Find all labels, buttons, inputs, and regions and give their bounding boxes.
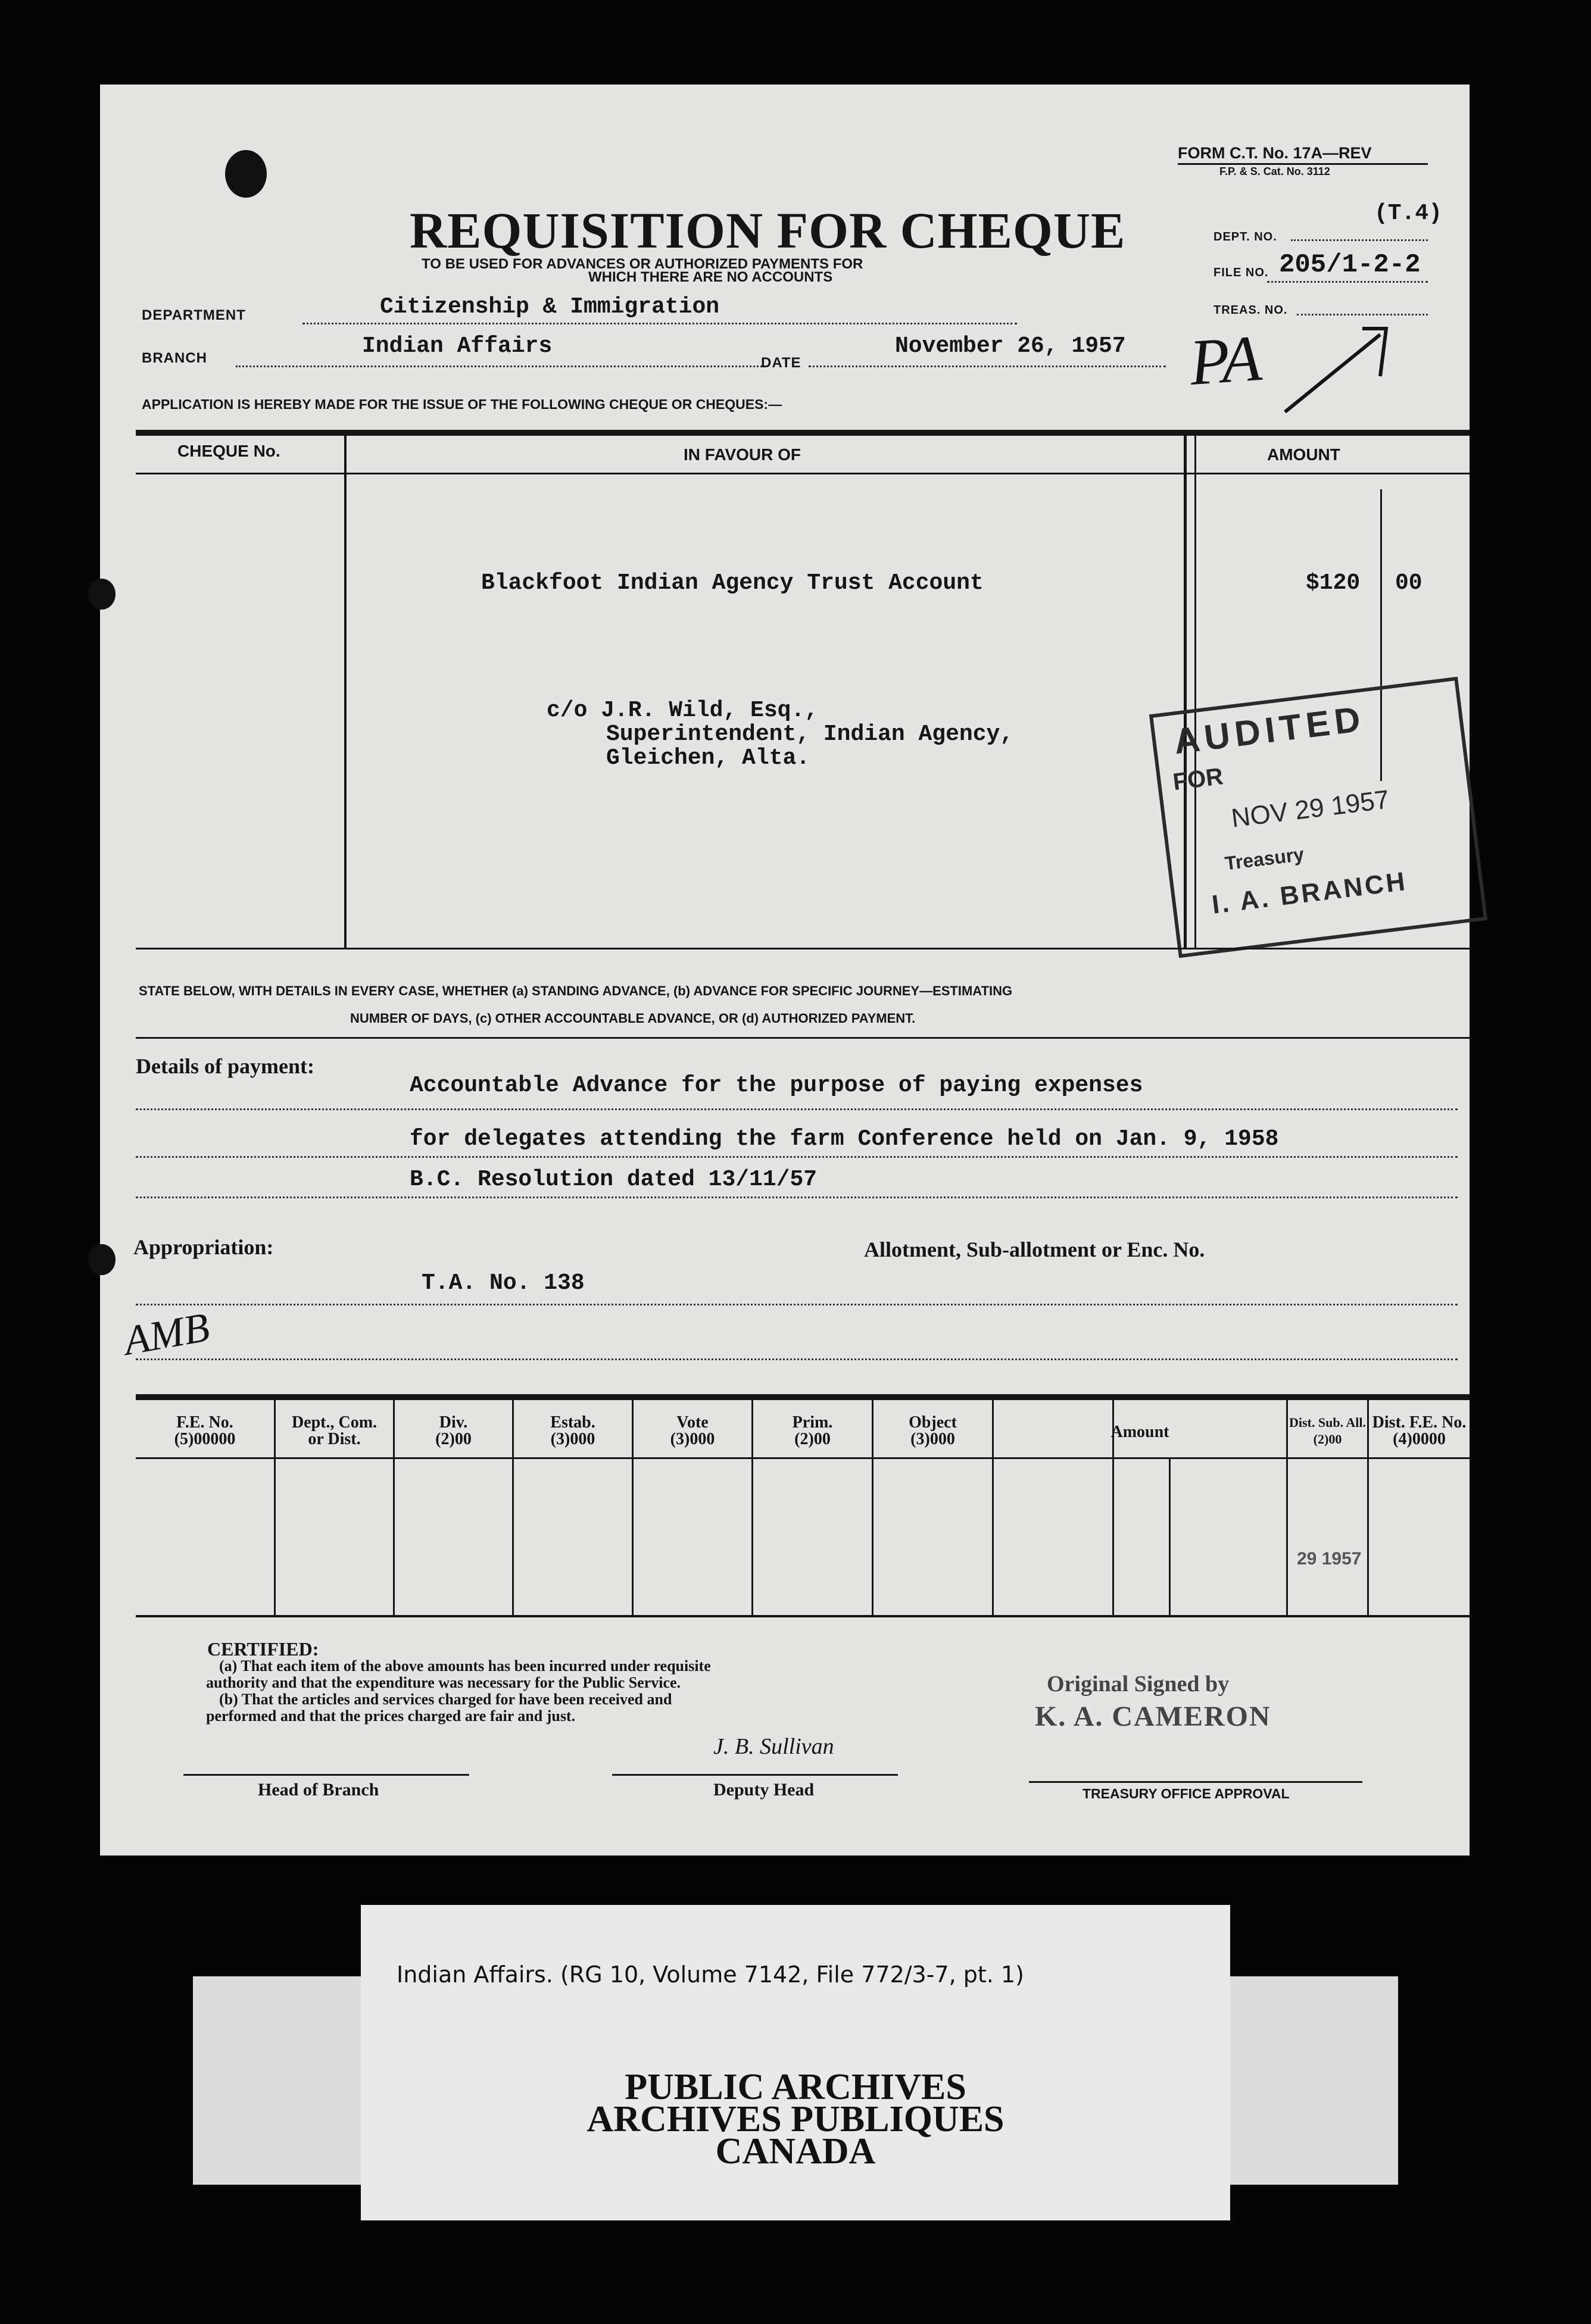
allotment-label: Allotment, Sub-allotment or Enc. No.: [864, 1238, 1205, 1261]
archive-reference: Indian Affairs. (RG 10, Volume 7142, File 772/3-7, pt. 1): [397, 1961, 1024, 1988]
original-signed-text: Original Signed by: [1047, 1672, 1230, 1697]
archive-title-line3: CANADA: [715, 2131, 876, 2172]
amount-dollars: $120: [1306, 570, 1361, 596]
col-header-in-favour-of: IN FAVOUR OF: [684, 445, 801, 464]
state-below-line2: NUMBER OF DAYS, (c) OTHER ACCOUNTABLE ADVANCE, OR (d) AUTHORIZED PAYMENT.: [350, 1011, 916, 1026]
address-line3: Gleichen, Alta.: [606, 745, 810, 771]
head-of-branch-label: Head of Branch: [258, 1780, 379, 1800]
checkmark-icon: [1279, 311, 1398, 430]
subtitle-line1: TO BE USED FOR ADVANCES OR AUTHORIZED PAYMENTS FOR: [422, 256, 863, 272]
handwritten-initials: PA: [1187, 321, 1264, 399]
audit-stamp: [1149, 677, 1487, 958]
dept-no-value: (T.4): [1374, 201, 1443, 226]
page-title: REQUISITION FOR CHEQUE: [410, 202, 1126, 259]
form-subnumber: F.P. & S. Cat. No. 3112: [1219, 165, 1330, 177]
coding-col-estab: Estab. (3)000: [550, 1413, 595, 1448]
treas-no-label: TREAS. NO.: [1213, 304, 1288, 317]
audit-stamp-date: NOV 29 1957: [1230, 785, 1391, 833]
audit-stamp-line2: FOR: [1171, 763, 1225, 796]
coding-col-dist-fe-no: Dist. F.E. No. (4)0000: [1372, 1413, 1467, 1448]
archive-title-line1: PUBLIC ARCHIVES: [625, 2067, 966, 2107]
details-line1: Accountable Advance for the purpose of paying expenses: [410, 1073, 1143, 1098]
details-label: Details of payment:: [136, 1054, 314, 1078]
audit-stamp-line3: Treasury: [1224, 843, 1305, 874]
appropriation-value: T.A. No. 138: [422, 1270, 585, 1296]
col-header-amount: AMOUNT: [1267, 445, 1340, 464]
appropriation-initials: AMB: [120, 1304, 213, 1364]
file-no-label: FILE NO.: [1213, 266, 1269, 279]
certified-line-a1: (a) That each item of the above amounts has been incurred under requisite: [219, 1657, 711, 1675]
details-line2: for delegates attending the farm Conference held on Jan. 9, 1958: [410, 1126, 1279, 1152]
date-value: November 26, 1957: [895, 333, 1126, 359]
deputy-signature: J. B. Sullivan: [713, 1734, 834, 1759]
file-no-value: 205/1-2-2: [1279, 250, 1421, 280]
department-label: DEPARTMENT: [142, 307, 246, 323]
coding-col-object: Object (3)000: [909, 1413, 957, 1448]
amount-cents: 00: [1395, 570, 1422, 596]
branch-label: BRANCH: [142, 350, 207, 366]
treasury-approval-label: TREASURY OFFICE APPROVAL: [1082, 1786, 1290, 1801]
dept-no-label: DEPT. NO.: [1213, 230, 1277, 243]
payee-name: Blackfoot Indian Agency Trust Account: [481, 570, 984, 596]
coding-col-dept: Dept., Com. or Dist.: [291, 1413, 378, 1448]
requisition-document: [100, 85, 1470, 1856]
archive-title-line2: ARCHIVES PUBLIQUES: [587, 2099, 1004, 2139]
punch-hole: [88, 579, 116, 610]
address-line1: c/o J.R. Wild, Esq.,: [547, 698, 819, 723]
audit-stamp-line4: I. A. BRANCH: [1210, 866, 1409, 920]
col-header-cheque-no: CHEQUE No.: [177, 442, 280, 460]
original-signer: K. A. CAMERON: [1035, 1701, 1271, 1732]
certified-line-a2: authority and that the expenditure was necessary for the Public Service.: [206, 1674, 681, 1691]
coding-col-amount: Amount: [1110, 1423, 1169, 1441]
form-number: FORM C.T. No. 17A—REV: [1178, 144, 1372, 162]
subtitle-line2: WHICH THERE ARE NO ACCOUNTS: [588, 269, 833, 285]
appropriation-label: Appropriation:: [133, 1235, 274, 1259]
application-text: APPLICATION IS HEREBY MADE FOR THE ISSUE OF THE FOLLOWING CHEQUE OR CHEQUES:—: [142, 396, 782, 412]
branch-value: Indian Affairs: [362, 333, 553, 359]
certified-heading: CERTIFIED:: [207, 1638, 319, 1660]
coding-stamp-fragment: 29 1957: [1297, 1549, 1362, 1569]
coding-col-div: Div. (2)00: [435, 1413, 472, 1448]
deputy-head-label: Deputy Head: [713, 1780, 815, 1800]
certified-line-b1: (b) That the articles and services charged for have been received and: [219, 1691, 672, 1708]
date-label: DATE: [761, 355, 801, 371]
punch-hole: [225, 150, 267, 198]
archive-label-card: [361, 1905, 1230, 2220]
department-value: Citizenship & Immigration: [380, 294, 720, 320]
coding-col-dist-sub-all: Dist. Sub. All. (2)00: [1289, 1415, 1366, 1447]
state-below-line1: STATE BELOW, WITH DETAILS IN EVERY CASE, WHETHER (a) STANDING ADVANCE, (b) ADVANCE FOR SPECIFIC JOURNEY—ESTIMATING: [139, 983, 1013, 998]
address-line2: Superintendent, Indian Agency,: [606, 721, 1014, 747]
coding-col-prim: Prim. (2)00: [792, 1413, 833, 1448]
coding-col-fe-no: F.E. No. (5)00000: [174, 1413, 236, 1448]
details-line3: B.C. Resolution dated 13/11/57: [410, 1167, 818, 1192]
audit-stamp-line1: AUDITED: [1171, 698, 1368, 762]
coding-col-vote: Vote (3)000: [670, 1413, 715, 1448]
punch-hole: [88, 1244, 116, 1275]
certified-line-b2: performed and that the prices charged are fair and just.: [206, 1707, 576, 1725]
